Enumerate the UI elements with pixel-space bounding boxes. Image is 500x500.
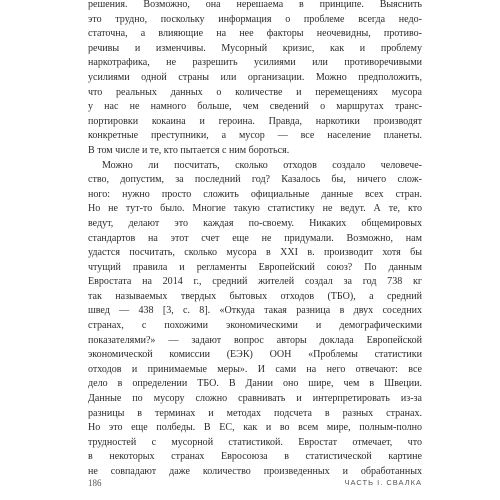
text-line: это трудно, поскольку информация о проблеме всегда недо- <box>88 13 422 25</box>
text-line: разницы в терминах и методах подсчета в разных странах. <box>88 407 422 419</box>
text-line: показателями?» — задают вопрос авторы доклада Европейской <box>88 334 422 346</box>
text-line: удастся посчитать, сколько мусора в XXI в. производит хотя бы <box>88 247 422 259</box>
text-line: что реальных данных о количестве и перемещениях мусора <box>88 86 422 98</box>
text-line: так называемых твердых бытовых отходов (ТБО), а средний <box>88 290 422 302</box>
text-line: Но это еще полбеды. В ЕС, как и во всем мире, полным-полно <box>88 422 422 434</box>
text-line: швед — 438 [3, с. 8]. «Откуда такая разница в двух соседних <box>88 305 422 317</box>
text-line: Но не тут-то было. Многие такую статистику не ведут. А те, кто <box>88 203 422 215</box>
text-line: ведут, делают это каждая по-своему. Никаких общемировых <box>88 217 422 229</box>
text-line: не совпадают даже количество произведенных и обработанных <box>88 466 422 477</box>
text-line: речивы и изменчивы. Мусорный кризис, как и проблему <box>88 42 422 54</box>
text-line: наркотрафика, не разрешить усилиями или противоречивыми <box>88 57 422 69</box>
text-line: у нас не намного больше, чем сведений о маршрутах транс- <box>88 101 422 113</box>
text-line: ного: нужно просто сложить официальные данные всех стран. <box>88 188 422 200</box>
text-line: отходов и принимаемые меры». И сами на него отвечают: все <box>88 363 422 375</box>
text-line: статочна, а влияющие на нее факторы неочевидны, противо- <box>88 28 422 40</box>
running-head: ЧАСТЬ I. СВАЛКА <box>344 478 422 487</box>
text-line: портировки кокаина и героина. Правда, наркотики производят <box>88 115 422 127</box>
text-line: решения. Возможно, она нерешаема в принципе. Выяснить <box>88 0 422 10</box>
text-line: усилиями одной страны или организации. Можно предположить, <box>88 71 422 83</box>
text-line: дело в определении ТБО. В Дании оно шире, чем в Швеции. <box>88 378 422 390</box>
text-line: чтущий правила и регламенты Европейский союз? По данным <box>88 261 422 273</box>
text-line: Данные по мусору сложно сравнивать и интерпретировать из-за <box>88 393 422 405</box>
text-line: Можно ли посчитать, сколько отходов создало человече- <box>102 159 422 171</box>
page-number: 186 <box>88 478 102 488</box>
text-line: трудностей с мусорной статистикой. Евростат отмечает, что <box>88 436 422 448</box>
body-text <box>88 0 422 480</box>
text-line: Евростата на 2014 г., средний жителей создал за год 738 кг <box>88 276 422 288</box>
text-line: в некоторых странах Евросоюза в статистической картине <box>88 451 422 463</box>
text-line: экономической комиссии (ЕЭК) ООН «Проблемы статистики <box>88 349 422 361</box>
text-line: В том числе и те, кто пытается с ним бороться. <box>88 144 290 156</box>
text-line: конкретные преступники, а мусор — все население планеты. <box>88 130 422 142</box>
page-footer <box>88 478 422 492</box>
text-line: странах, с похожими экономическими и демографическими <box>88 320 422 332</box>
text-line: ство, допустим, за последний год? Казалось бы, ничего слож- <box>88 174 422 186</box>
text-line: стандартов на этот счет еще не придумали. Возможно, нам <box>88 232 422 244</box>
